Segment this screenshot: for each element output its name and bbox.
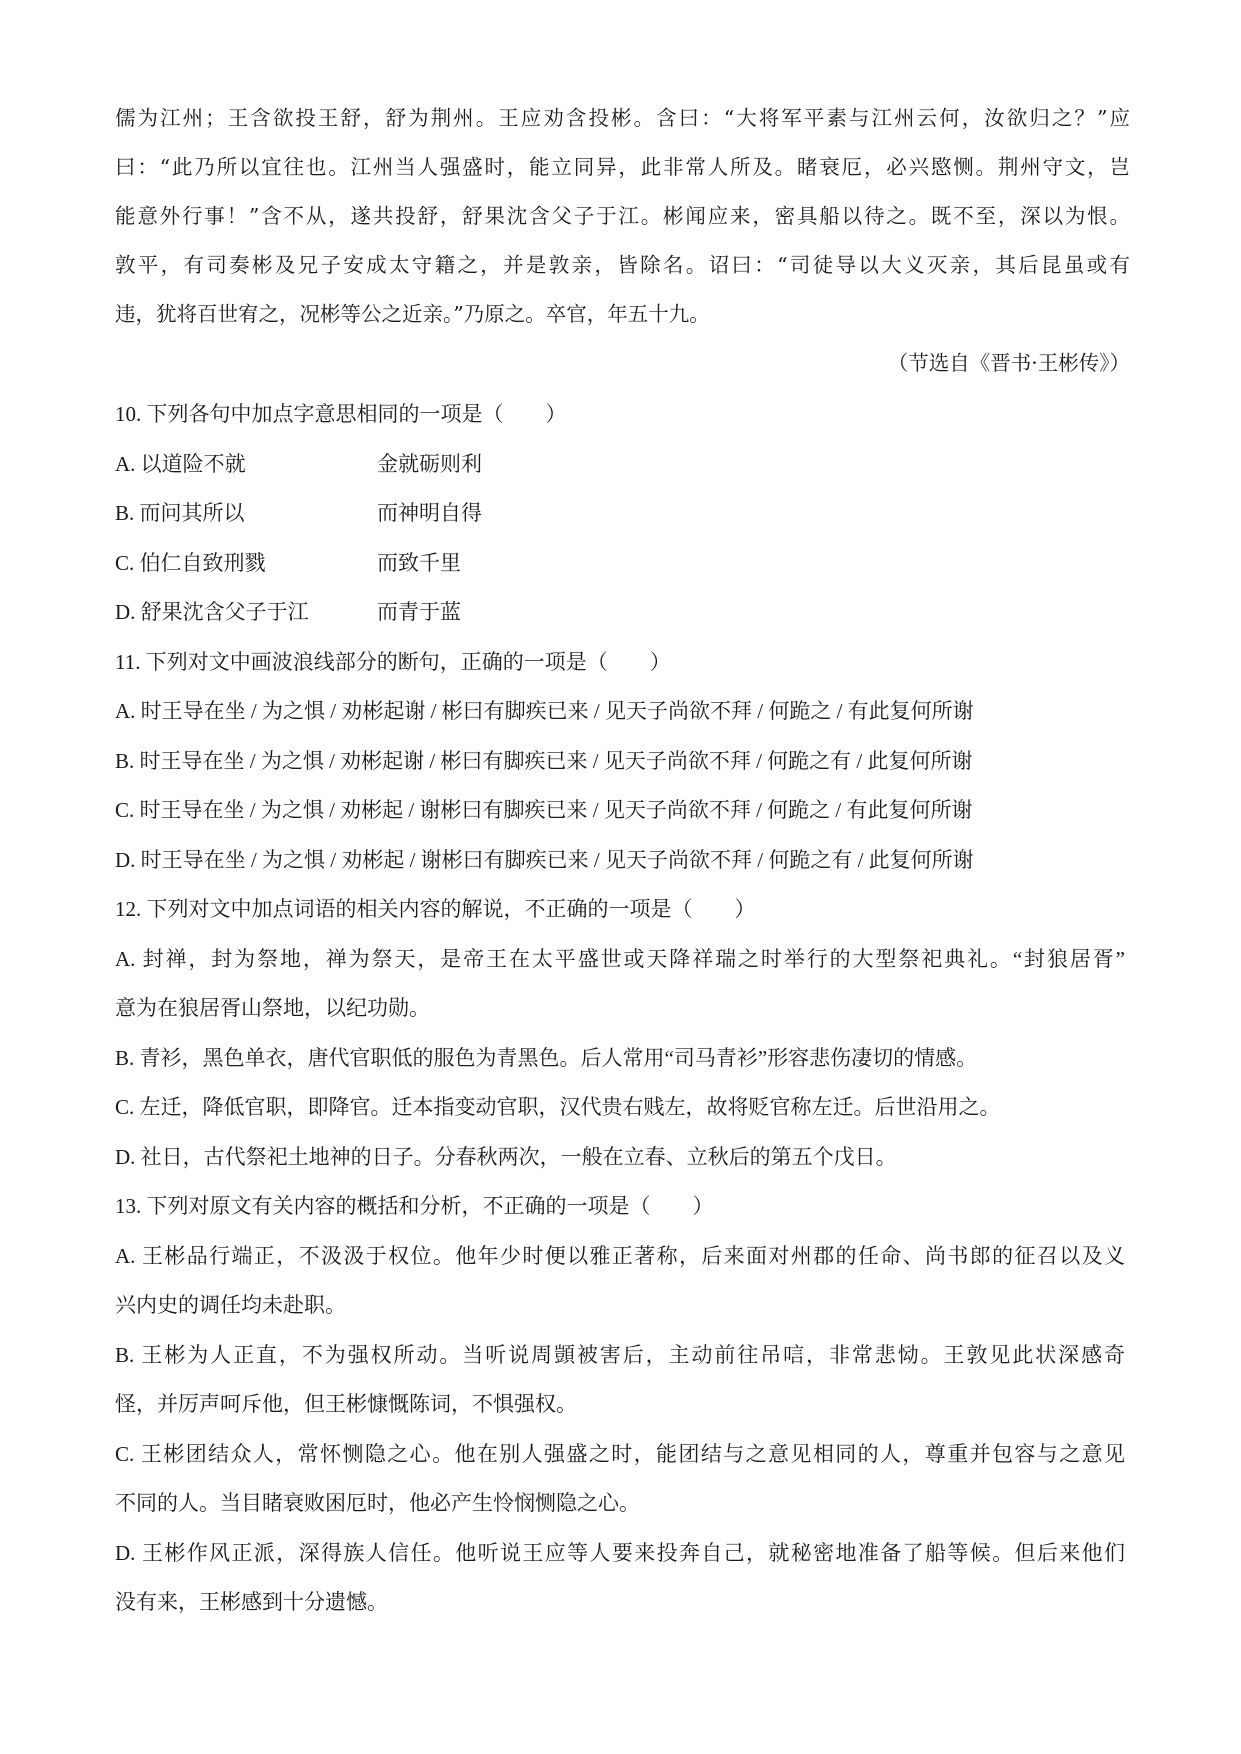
passage-line: 敦平，有司奏彬及兄子安成太守籍之，并是敦亲，皆除名。诏曰：“司徒导以大义灭亲，其后昆虽或有 bbox=[115, 253, 1130, 277]
question-10-option-a bbox=[115, 440, 1125, 490]
question-12-option-a-cont: 意为在狼居胥山祭地，以纪功勋。 bbox=[115, 996, 430, 1020]
option-left-phrase: 伯仁自致刑戮 bbox=[139, 550, 266, 575]
question-12-option-c: C. 左迁，降低官职，即降官。迁本指变动官职，汉代贵右贱左，故将贬官称左迁。后世沿用之。 bbox=[115, 1095, 1001, 1119]
question-10-stem: 10. 下列各句中加点字意思相同的一项是（ ） bbox=[115, 402, 567, 426]
question-10-option-c bbox=[115, 539, 1125, 589]
question-11-option-d: D. 时王导在坐 / 为之惧 / 劝彬起 / 谢彬曰有脚疾已来 / 见天子尚欲不拜 / 何跪之有 / 此复何所谢 bbox=[115, 847, 974, 872]
question-10-option-b bbox=[115, 489, 1125, 539]
question-11-option-a: A. 时王导在坐 / 为之惧 / 劝彬起谢 / 彬曰有脚疾已来 / 见天子尚欲不拜 / 何跪之 / 有此复何所谢 bbox=[115, 699, 974, 723]
option-letter: C. bbox=[115, 550, 140, 575]
option-right-phrase: 而神明自得 bbox=[377, 501, 482, 525]
question-10-option-d bbox=[115, 588, 1125, 638]
option-right-phrase: 金就砺则利 bbox=[377, 451, 482, 476]
classical-passage bbox=[115, 94, 1130, 388]
question-11-option-b: B. 时王导在坐 / 为之惧 / 劝彬起谢 / 彬曰有脚疾已来 / 见天子尚欲不拜 / 何跪之有 / 此复何所谢 bbox=[115, 748, 973, 773]
question-13-option-c-cont: 不同的人。当目睹衰败困厄时，他必产生怜悯恻隐之心。 bbox=[115, 1491, 640, 1515]
question-13-option-d-cont: 没有来，王彬感到十分遗憾。 bbox=[115, 1590, 388, 1614]
option-right-phrase: 而青于蓝 bbox=[377, 600, 461, 624]
option-letter: D. bbox=[115, 600, 141, 624]
question-list bbox=[115, 390, 1125, 1628]
question-12-option-b: B. 青衫，黑色单衣，唐代官职低的服色为青黑色。后人常用“司马青衫”形容悲伤凄切的情感。 bbox=[115, 1045, 978, 1070]
passage-line: 能意外行事！”含不从，遂共投舒，舒果沈含父子于江。彬闻应来，密具船以待之。既不至，深以为恨。 bbox=[115, 204, 1130, 228]
passage-line: 儒为江州；王含欲投王舒，舒为荆州。王应劝含投彬。含曰：“大将军平素与江州云何，汝欲归之？”应 bbox=[115, 106, 1130, 130]
option-left-phrase: 以道险不就 bbox=[140, 451, 246, 476]
question-12-stem: 12. 下列对文中加点词语的相关内容的解说，不正确的一项是（ ） bbox=[115, 897, 756, 921]
question-13-stem: 13. 下列对原文有关内容的概括和分析，不正确的一项是（ ） bbox=[115, 1194, 714, 1218]
question-13-option-b: B. 王彬为人正直，不为强权所动。当听说周顗被害后，主动前往吊唁，非常悲恸。王敦见此状深感奇 bbox=[115, 1342, 1125, 1367]
option-right-phrase: 而致千里 bbox=[377, 550, 461, 575]
question-13-option-d: D. 王彬作风正派，深得族人信任。他听说王应等人要来投奔自己，就秘密地准备了船等候。但后来他们 bbox=[115, 1540, 1125, 1565]
question-13-option-b-cont: 怪，并厉声呵斥他，但王彬慷慨陈词，不惧强权。 bbox=[115, 1392, 577, 1416]
question-11-option-c: C. 时王导在坐 / 为之惧 / 劝彬起 / 谢彬曰有脚疾已来 / 见天子尚欲不拜 / 何跪之 / 有此复何所谢 bbox=[115, 798, 973, 822]
option-letter: B. bbox=[115, 501, 140, 525]
question-13-option-a-cont: 兴内史的调任均未赴职。 bbox=[115, 1293, 346, 1317]
question-12-option-d: D. 社日，古代祭祀土地神的日子。分春秋两次，一般在立春、立秋后的第五个戊日。 bbox=[115, 1144, 897, 1169]
question-13-option-c: C. 王彬团结众人，常怀恻隐之心。他在别人强盛之时，能团结与之意见相同的人，尊重并包容与之意见 bbox=[115, 1441, 1125, 1466]
passage-line: 曰：“此乃所以宜往也。江州当人强盛时，能立同异，此非常人所及。睹衰厄，必兴愍恻。荆州守文，岂 bbox=[115, 155, 1130, 179]
option-left-phrase: 舒果沈含父子于江 bbox=[140, 600, 309, 624]
passage-line: 违，犹将百世宥之，况彬等公之近亲。”乃原之。卒官，年五十九。 bbox=[115, 302, 710, 326]
option-letter: A. bbox=[115, 451, 141, 476]
question-12-option-a: A. 封禅，封为祭地，禅为祭天，是帝王在太平盛世或天降祥瑞之时举行的大型祭祀典礼。“封狼居胥” bbox=[115, 946, 1125, 971]
question-13-option-a: A. 王彬品行端正，不汲汲于权位。他年少时便以雅正著称，后来面对州郡的任命、尚书郎的征召以及义 bbox=[115, 1243, 1125, 1268]
question-11-stem: 11. 下列对文中画波浪线部分的断句，正确的一项是（ ） bbox=[115, 649, 671, 674]
option-left-phrase: 而问其所以 bbox=[139, 501, 245, 525]
passage-source: （节选自《晋书·王彬传》） bbox=[887, 351, 1130, 375]
